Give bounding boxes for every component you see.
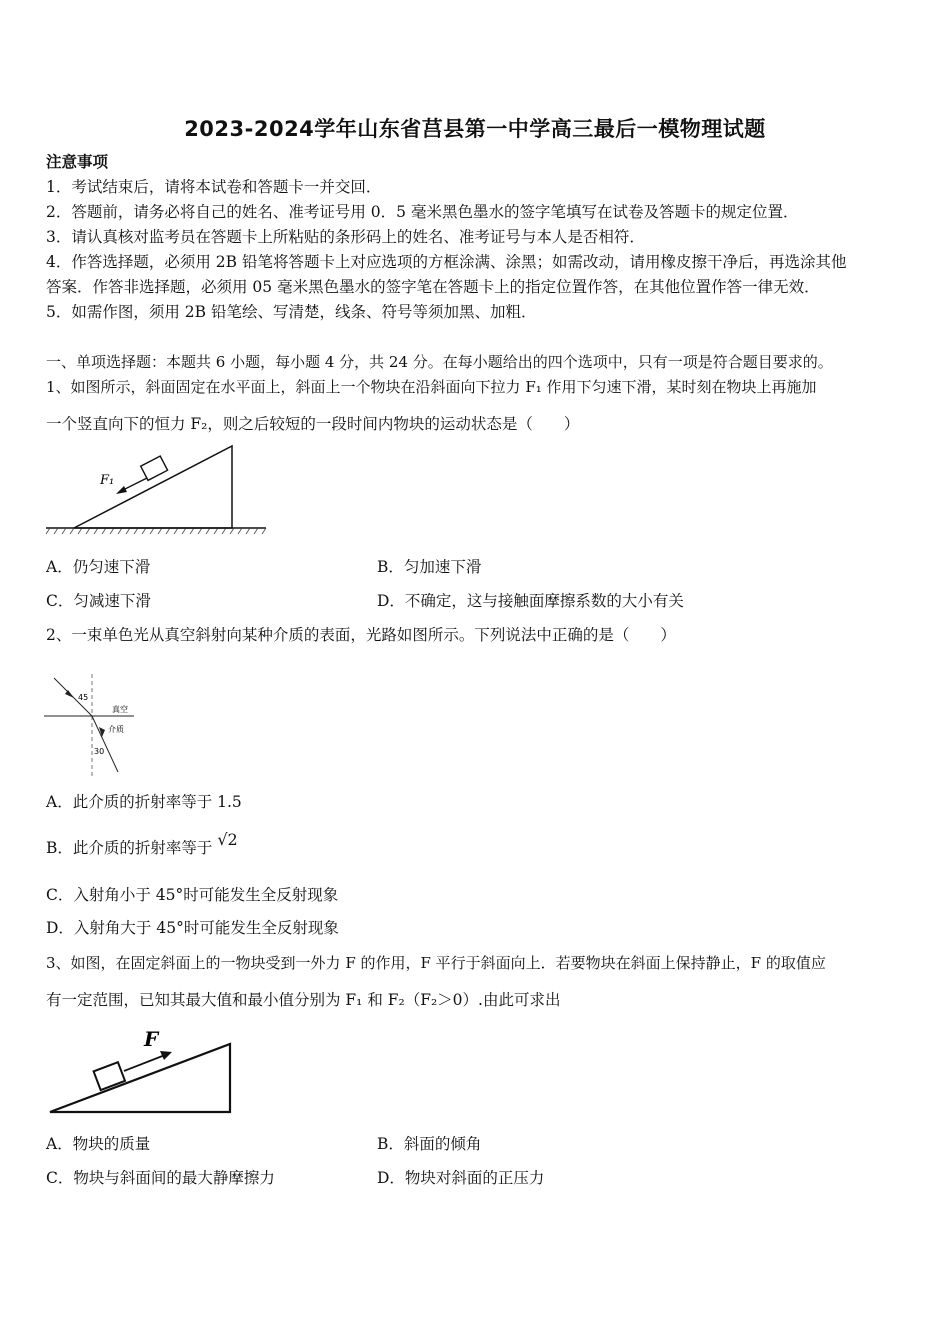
option-c: C．入射角小于 45°时可能发生全反射现象 bbox=[46, 886, 339, 904]
sqrt-two: √2 bbox=[217, 830, 238, 849]
force-label-f1: F₁ bbox=[100, 473, 115, 488]
incline-figure-3 bbox=[44, 1024, 240, 1116]
option-d: D．不确定，这与接触面摩擦系数的大小有关 bbox=[377, 592, 684, 610]
angle-45-label: 45 bbox=[78, 693, 89, 702]
notice-item: 2．答题前，请务必将自己的姓名、准考证号用 0．5 毫米黑色墨水的签字笔填写在试卷及答题卡的规定位置． bbox=[46, 203, 799, 221]
option-c: C．匀减速下滑 bbox=[46, 592, 151, 610]
option-d: D．入射角大于 45°时可能发生全反射现象 bbox=[46, 919, 339, 937]
question-1-text: 1、如图所示，斜面固定在水平面上，斜面上一个物块在沿斜面向下拉力 F₁ 作用下匀速下滑，某时刻在物块上再施加 bbox=[46, 378, 817, 396]
notice-item: 5．如需作图，须用 2B 铅笔绘、写清楚，线条、符号等须加黑、加粗． bbox=[46, 303, 537, 321]
incline-figure-1 bbox=[44, 440, 270, 540]
force-label-f: F bbox=[144, 1027, 159, 1051]
notice-item: 4．作答选择题，必须用 2B 铅笔将答题卡上对应选项的方框涂满、涂黑；如需改动，请用橡皮擦干净后，再选涂其他 bbox=[46, 253, 847, 271]
notice-heading: 注意事项 bbox=[46, 152, 109, 171]
angle-30-label: 30 bbox=[94, 747, 105, 756]
medium-label: 介质 bbox=[108, 725, 124, 734]
option-c: C．物块与斜面间的最大静摩擦力 bbox=[46, 1169, 275, 1187]
notice-item: 1．考试结束后，请将本试卷和答题卡一并交回． bbox=[46, 178, 382, 196]
option-b: B．斜面的倾角 bbox=[377, 1135, 482, 1153]
option-a: A．仍匀速下滑 bbox=[46, 558, 151, 576]
notice-item: 答案．作答非选择题，必须用 05 毫米黑色墨水的签字笔在答题卡上的指定位置作答，在其他位置作答一律无效． bbox=[46, 278, 820, 296]
question-3-text: 有一定范围，已知其最大值和最小值分别为 F₁ 和 F₂（F₂＞0）.由此可求出 bbox=[46, 991, 561, 1009]
option-a: A．物块的质量 bbox=[46, 1135, 151, 1153]
option-b bbox=[46, 830, 238, 858]
vacuum-label: 真空 bbox=[112, 705, 128, 714]
question-3-text: 3、如图，在固定斜面上的一物块受到一外力 F 的作用，F 平行于斜面向上．若要物块在斜面上保持静止，F 的取值应 bbox=[46, 954, 826, 972]
question-1-text: 一个竖直向下的恒力 F₂，则之后较短的一段时间内物块的运动状态是（ ） bbox=[46, 415, 580, 433]
option-d: D．物块对斜面的正压力 bbox=[377, 1169, 545, 1187]
section-heading: 一、单项选择题：本题共 6 小题，每小题 4 分，共 24 分。在每小题给出的四个选项中，只有一项是符合题目要求的。 bbox=[46, 353, 833, 371]
option-a: A．此介质的折射率等于 1.5 bbox=[46, 793, 242, 811]
option-b-text: B．此介质的折射率等于 bbox=[46, 839, 213, 857]
page-title: 2023-2024学年山东省莒县第一中学高三最后一模物理试题 bbox=[184, 117, 766, 141]
notice-item: 3．请认真核对监考员在答题卡上所粘贴的条形码上的姓名、准考证号与本人是否相符． bbox=[46, 228, 645, 246]
question-2-text: 2、一束单色光从真空斜射向某种介质的表面，光路如图所示。下列说法中正确的是（ ） bbox=[46, 626, 676, 644]
refraction-figure bbox=[44, 672, 144, 782]
option-b: B．匀加速下滑 bbox=[377, 558, 482, 576]
